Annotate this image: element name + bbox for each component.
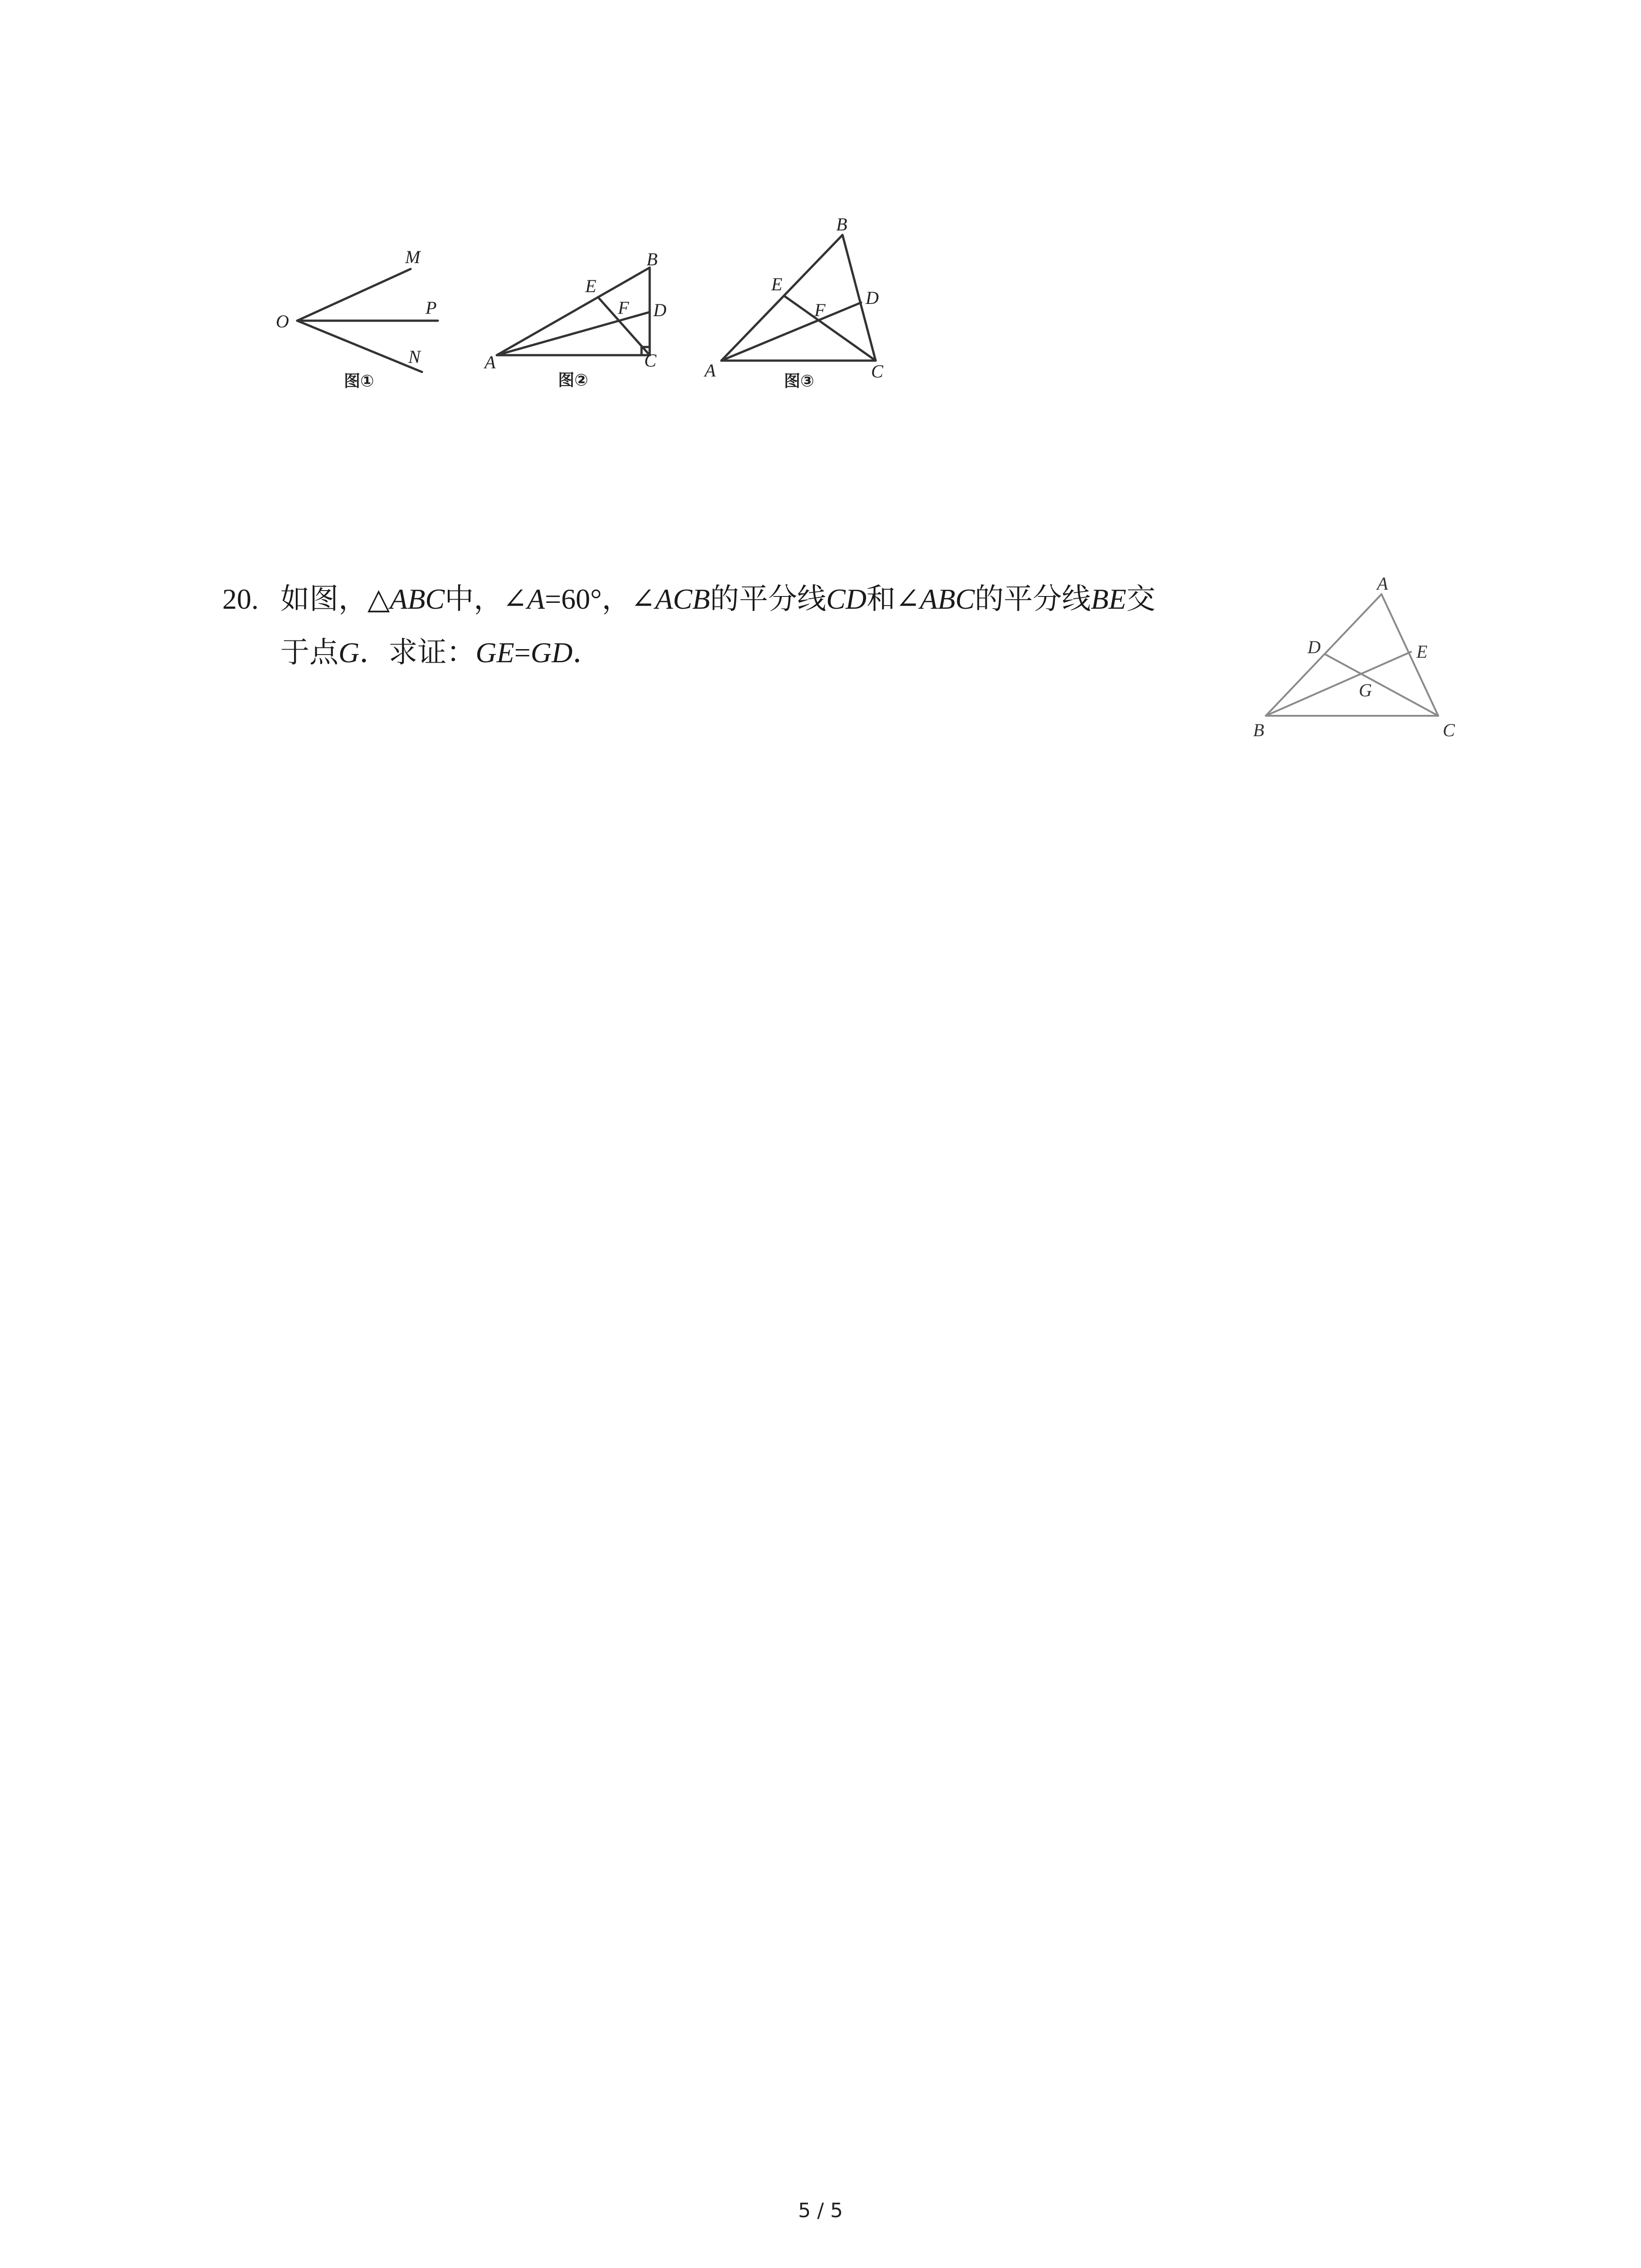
label-a: A — [1377, 573, 1388, 594]
label-b: B — [836, 214, 847, 235]
label-b: B — [647, 249, 658, 269]
caption-fig1: 图① — [344, 372, 374, 391]
question-line-2: 于点G．求证：GE=GD． — [280, 636, 602, 670]
label-d: D — [1308, 637, 1321, 657]
label-c: C — [1443, 720, 1455, 740]
label-o: O — [276, 311, 289, 332]
segment-cd — [1325, 654, 1438, 716]
label-m: M — [405, 247, 421, 267]
label-a: A — [705, 360, 716, 381]
label-n: N — [408, 347, 421, 367]
question-number: 20. — [222, 583, 259, 615]
label-f: F — [814, 300, 826, 320]
label-d: D — [653, 300, 666, 320]
label-e: E — [771, 274, 783, 294]
caption-fig2: 图② — [558, 371, 588, 390]
label-b: B — [1253, 720, 1264, 740]
label-d: D — [866, 288, 879, 308]
label-a: A — [485, 352, 496, 372]
segment-ac — [1381, 594, 1438, 716]
page-number: 5 / 5 — [798, 2199, 843, 2222]
figure-question-20 — [0, 0, 1641, 771]
label-g: G — [1359, 680, 1372, 700]
caption-fig3: 图③ — [784, 372, 814, 391]
label-f: F — [618, 298, 629, 318]
label-c: C — [871, 361, 883, 381]
label-c: C — [644, 350, 656, 371]
question-line-1: 20. 如图，△ABC中，∠A=60°，∠ACB的平分线CD和∠ABC的平分线BE交 — [222, 572, 1225, 626]
label-e: E — [1416, 641, 1428, 662]
label-e: E — [585, 276, 597, 296]
label-p: P — [426, 298, 437, 318]
